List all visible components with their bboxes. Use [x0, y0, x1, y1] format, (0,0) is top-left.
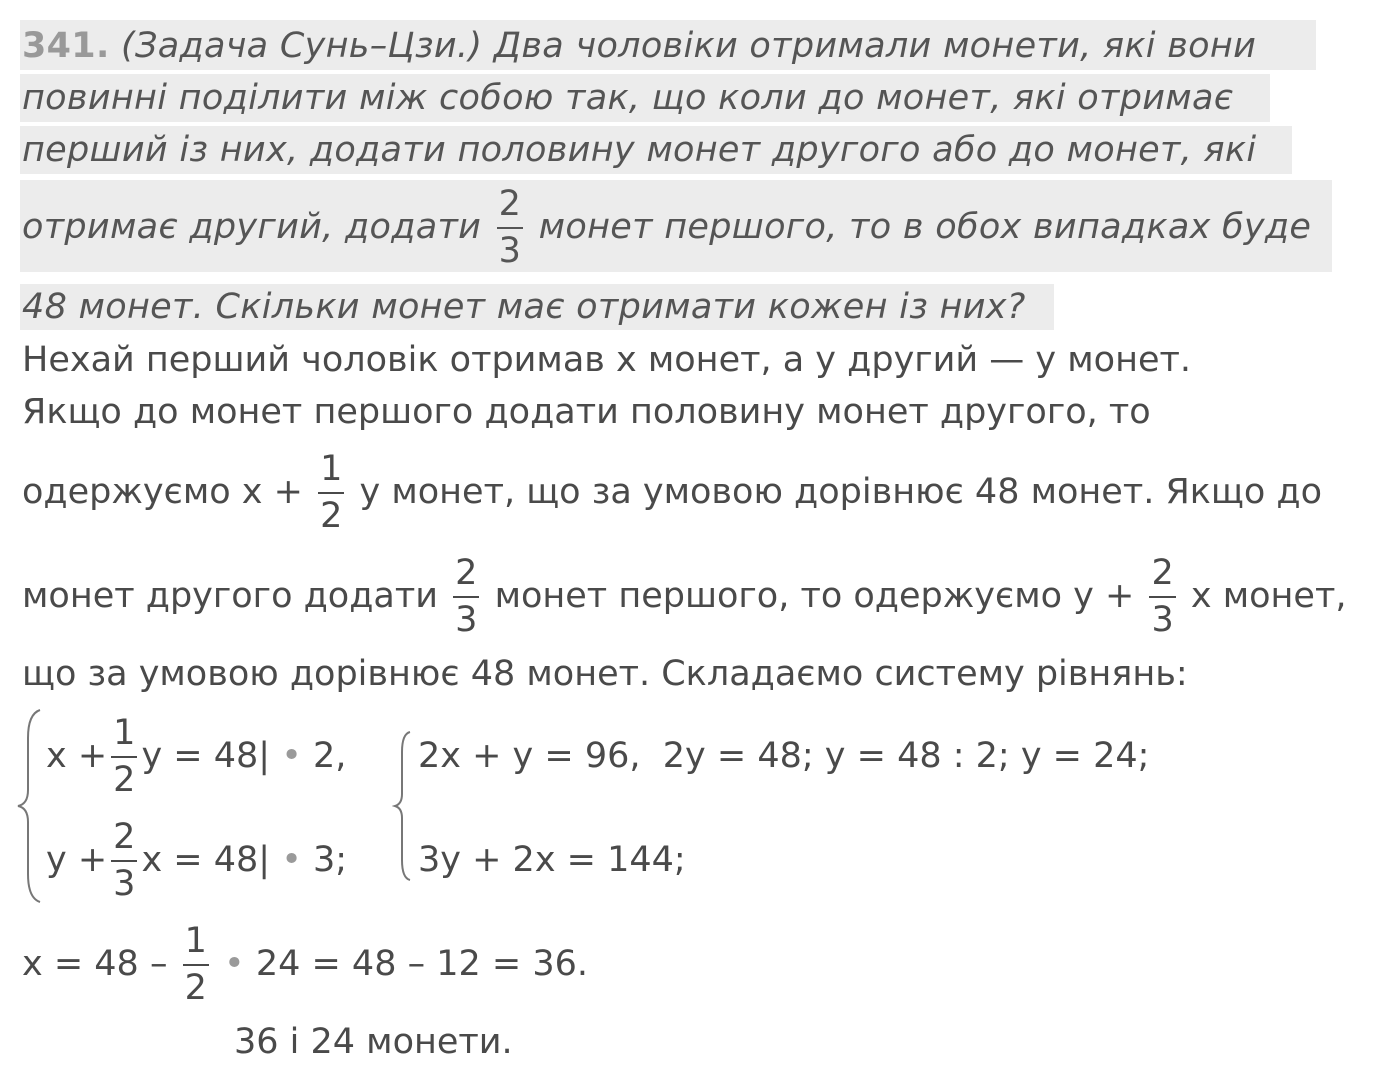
solution-text-4c: x монет,: [1190, 576, 1347, 616]
problem-line-1: [22, 24, 1256, 68]
fraction-denominator: 3: [453, 596, 479, 638]
problem-line-2: повинні поділити між собою так, що коли до монет, які отримає: [22, 78, 1234, 118]
problem-text-1: (Задача Сунь–Цзи.) Два чоловіки отримали монети, які вони: [121, 26, 1257, 66]
calc-part-a: x = 48 –: [22, 944, 168, 984]
fraction-denominator: 2: [183, 964, 209, 1006]
eq1-part-c: 2,: [313, 736, 347, 776]
fraction-two-thirds: [111, 817, 137, 904]
solution-line-1: Нехай перший чоловік отримав x монет, а у другий — у монет.: [22, 340, 1191, 380]
eq2-part-a: y +: [46, 840, 108, 880]
system-brace-left: [14, 708, 44, 904]
fraction-one-half: [183, 921, 209, 1008]
fraction-two-thirds: [453, 553, 479, 640]
solution-text-4b: монет першого, то одержуємо y +: [494, 576, 1135, 616]
fraction-numerator: 1: [320, 449, 343, 489]
answer: 36 і 24 монети.: [234, 1022, 513, 1062]
fraction-numerator: 2: [498, 184, 522, 224]
fraction-numerator: 1: [113, 713, 136, 753]
problem-number: 341.: [22, 26, 110, 66]
fraction-numerator: 1: [184, 921, 207, 961]
multiply-dot: •: [281, 840, 302, 880]
fraction-one-half: [318, 449, 344, 536]
problem-text-4a: отримає другий, додати: [22, 207, 482, 247]
fraction-two-thirds: [497, 184, 524, 271]
fraction-two-thirds-second: [1149, 553, 1175, 640]
solution-line-5: що за умовою дорівнює 48 монет. Складаємо систему рівнянь:: [22, 654, 1188, 694]
eq1-part-b: y = 48|: [141, 736, 271, 776]
system2-equation-1: [418, 734, 1149, 778]
system1-equation-1: [46, 712, 346, 800]
fraction-numerator: 2: [455, 553, 478, 593]
system1-equation-2: [46, 816, 347, 904]
problem-line-5: 48 монет. Скільки монет має отримати кожен із них?: [22, 287, 1026, 327]
fraction-denominator: 2: [318, 492, 344, 534]
final-calculation: [22, 920, 588, 1008]
solution-line-3: [22, 448, 1322, 536]
eq1-part-a: x +: [46, 736, 108, 776]
fraction-denominator: 3: [1149, 596, 1175, 638]
solution-line-4: [22, 552, 1346, 640]
problem-line-4: [22, 183, 1311, 271]
eq2-part-b: x = 48|: [141, 840, 271, 880]
system2-eq1: 2x + y = 96,: [418, 736, 641, 776]
fraction-one-half: [111, 713, 137, 800]
fraction-denominator: 2: [111, 756, 137, 798]
fraction-denominator: 3: [497, 227, 524, 269]
eq2-part-c: 3;: [313, 840, 348, 880]
solution-text-4a: монет другого додати: [22, 576, 439, 616]
system2-brace-left: [392, 730, 414, 882]
multiply-dot: •: [224, 944, 245, 984]
solution-line-2: Якщо до монет першого додати половину монет другого, то: [22, 392, 1151, 432]
system2-equation-2: 3y + 2x = 144;: [418, 840, 686, 880]
fraction-numerator: 2: [1151, 553, 1174, 593]
solution-text-3b: y монет, що за умовою дорівнює 48 монет. Якщо до: [359, 472, 1323, 512]
solution-text-3a: одержуємо x +: [22, 472, 303, 512]
fraction-numerator: 2: [113, 817, 136, 857]
fraction-denominator: 3: [111, 860, 137, 902]
calc-part-b: 24 = 48 – 12 = 36.: [255, 944, 588, 984]
problem-line-3: перший із них, додати половину монет другого або до монет, які: [22, 130, 1257, 170]
problem-text-4b: монет першого, то в обох випадках буде: [538, 207, 1312, 247]
system2-eq1-tail: 2y = 48; y = 48 : 2; y = 24;: [662, 736, 1150, 776]
multiply-dot: •: [281, 736, 302, 776]
